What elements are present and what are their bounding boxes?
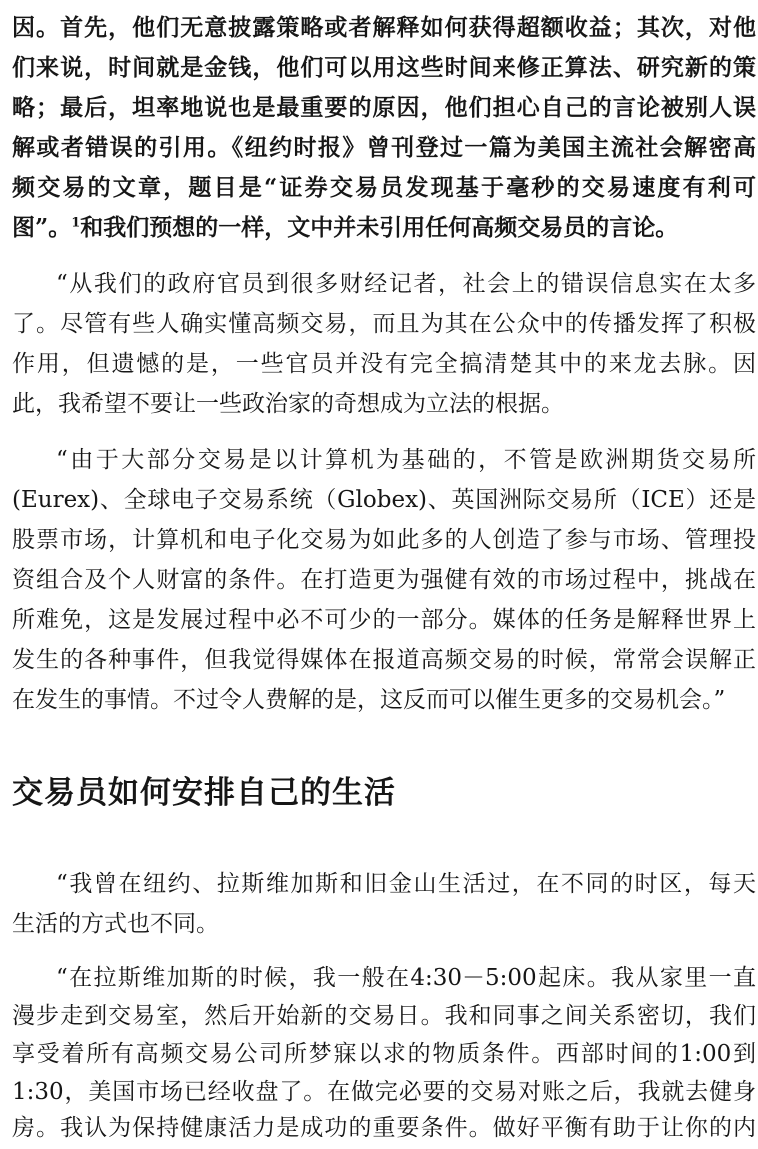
paragraph-5-line-5: 房。我认为保持健康活力是成功的重要条件。做好平衡有助于让你的内 (12, 1115, 756, 1141)
paragraph-3-line-7: 在发生的事情。不过令人费解的是，这反而可以催生更多的交易机会。” (12, 687, 726, 713)
paragraph-2-line-4: 此，我希望不要让一些政治家的奇想成为立法的根据。 (12, 391, 564, 417)
paragraph-1-line-4: 解或者错误的引用。《纽约时报》曾刊登过一篇为美国主流社会解密高 (12, 134, 756, 161)
paragraph-3-line-4: 资组合及个人财富的条件。在打造更为强健有效的市场过程中，挑战在 (12, 567, 756, 593)
paragraph-1-line-1: 因。首先，他们无意披露策略或者解释如何获得超额收益；其次，对他 (12, 14, 756, 41)
paragraph-5-line-3: 享受着所有高频交易公司所梦寐以求的物质条件。西部时间的1:00到 (12, 1041, 756, 1067)
paragraph-3-line-6: 发生的各种事件，但我觉得媒体在报道高频交易的时候，常常会误解正 (12, 647, 756, 673)
paragraph-3-line-1: “由于大部分交易是以计算机为基础的，不管是欧洲期货交易所 (56, 447, 756, 473)
paragraph-5-line-1: “在拉斯维加斯的时候，我一般在4:30－5:00起床。我从家里一直 (56, 965, 756, 991)
paragraph-1-line-5: 频交易的文章，题目是“证券交易员发现基于毫秒的交易速度有利可 (12, 174, 756, 201)
paragraph-3-line-5: 所难免，这是发展过程中必不可少的一部分。媒体的任务是解释世界上 (12, 607, 756, 633)
paragraph-3-line-2: (Eurex)、全球电子交易系统（Globex)、英国洲际交易所（ICE）还是 (12, 487, 756, 513)
paragraph-2-line-2: 了。尽管有些人确实懂高频交易，而且为其在公众中的传播发挥了积极 (12, 311, 756, 337)
paragraph-1-line-3: 略；最后，坦率地说也是最重要的原因，他们担心自己的言论被别人误 (12, 94, 756, 121)
paragraph-4-line-1: “我曾在纽约、拉斯维加斯和旧金山生活过，在不同的时区，每天 (56, 871, 756, 897)
footnote-marker: 1 (71, 215, 81, 231)
paragraph-1-line-6-end: 和我们预想的一样，文中并未引用任何高频交易员的言论。 (80, 214, 679, 241)
paragraph-1-line-6 (12, 208, 756, 248)
paragraph-1-line-6-start: 图”。 (12, 214, 72, 241)
paragraph-5-line-4: 1:30，美国市场已经收盘了。在做完必要的交易对账之后，我就去健身 (12, 1079, 756, 1105)
section-heading: 交易员如何安排自己的生活 (12, 775, 396, 811)
paragraph-2-line-3: 作用，但遗憾的是，一些官员并没有完全搞清楚其中的来龙去脉。因 (12, 351, 756, 377)
paragraph-2-line-1: “从我们的政府官员到很多财经记者，社会上的错误信息实在太多 (56, 271, 756, 297)
paragraph-5-line-2: 漫步走到交易室，然后开始新的交易日。我和同事之间关系密切，我们 (12, 1003, 756, 1029)
paragraph-3-line-3: 股票市场，计算机和电子化交易为如此多的人创造了参与市场、管理投 (12, 527, 756, 553)
paragraph-1-line-2: 们来说，时间就是金钱，他们可以用这些时间来修正算法、研究新的策 (12, 54, 756, 81)
paragraph-4-line-2: 生活的方式也不同。 (12, 911, 219, 937)
